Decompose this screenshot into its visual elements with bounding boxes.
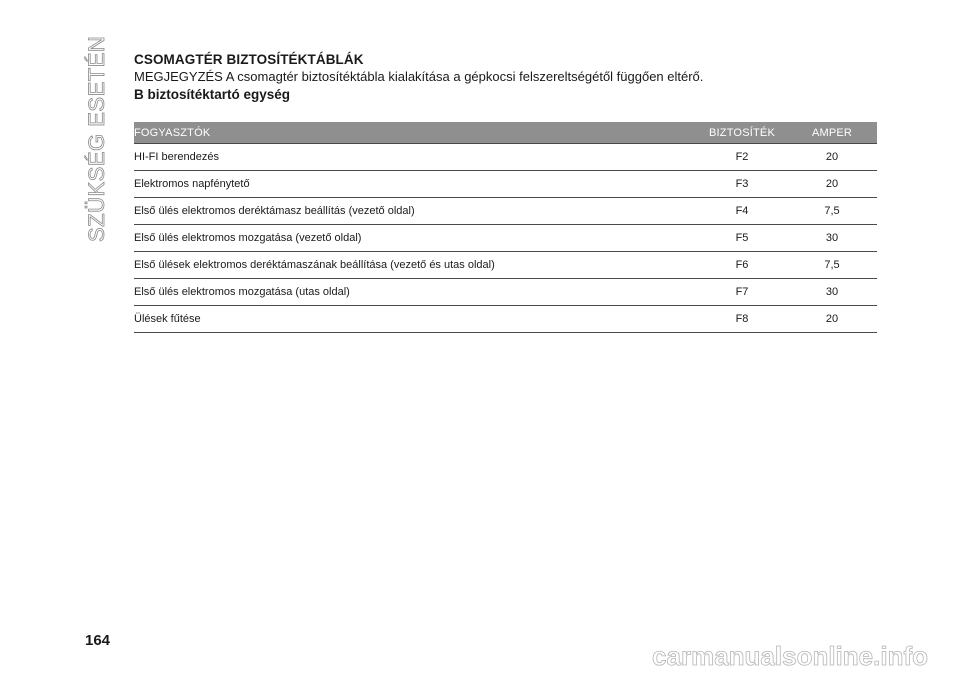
page-number: 164 bbox=[85, 632, 111, 649]
fuse-cell: F4 bbox=[697, 198, 787, 225]
note-text: MEGJEGYZÉS A csomagtér biztosítéktábla kialakítása a gépkocsi felszereltségétől függően eltérő. bbox=[134, 69, 704, 84]
table-row bbox=[134, 198, 877, 225]
fuse-cell: F2 bbox=[697, 144, 787, 171]
header-consumers: FOGYASZTÓK bbox=[134, 122, 697, 144]
table-row bbox=[134, 252, 877, 279]
table-row bbox=[134, 171, 877, 198]
table-row bbox=[134, 279, 877, 306]
header-fuse: BIZTOSÍTÉK bbox=[697, 122, 787, 144]
section-title: CSOMAGTÉR BIZTOSÍTÉKTÁBLÁK bbox=[134, 52, 364, 67]
amper-cell: 20 bbox=[787, 144, 877, 171]
table-row bbox=[134, 306, 877, 333]
fuse-cell: F7 bbox=[697, 279, 787, 306]
fuse-table bbox=[134, 122, 877, 333]
amper-cell: 7,5 bbox=[787, 198, 877, 225]
amper-cell: 30 bbox=[787, 225, 877, 252]
consumer-cell: Ülések fűtése bbox=[134, 306, 697, 333]
consumer-cell: HI-FI berendezés bbox=[134, 144, 697, 171]
amper-cell: 30 bbox=[787, 279, 877, 306]
consumer-cell: Első ülés elektromos deréktámasz beállítás (vezető oldal) bbox=[134, 198, 697, 225]
header-amper: AMPER bbox=[787, 122, 877, 144]
fuse-cell: F8 bbox=[697, 306, 787, 333]
table-row bbox=[134, 144, 877, 171]
fuse-cell: F5 bbox=[697, 225, 787, 252]
table-header-row bbox=[134, 122, 877, 144]
page-content bbox=[134, 52, 877, 333]
table-row bbox=[134, 225, 877, 252]
consumer-cell: Első ülések elektromos deréktámaszának beállítása (vezető és utas oldal) bbox=[134, 252, 697, 279]
consumer-cell: Első ülés elektromos mozgatása (vezető oldal) bbox=[134, 225, 697, 252]
amper-cell: 20 bbox=[787, 306, 877, 333]
amper-cell: 7,5 bbox=[787, 252, 877, 279]
amper-cell: 20 bbox=[787, 171, 877, 198]
chapter-side-title: SZÜKSÉG ESETÉN bbox=[84, 35, 109, 242]
consumer-cell: Első ülés elektromos mozgatása (utas oldal) bbox=[134, 279, 697, 306]
consumer-cell: Elektromos napfénytető bbox=[134, 171, 697, 198]
fuse-cell: F3 bbox=[697, 171, 787, 198]
subtitle: B biztosítéktartó egység bbox=[134, 87, 291, 102]
watermark-text: carmanualsonline.info bbox=[652, 641, 928, 671]
fuse-cell: F6 bbox=[697, 252, 787, 279]
